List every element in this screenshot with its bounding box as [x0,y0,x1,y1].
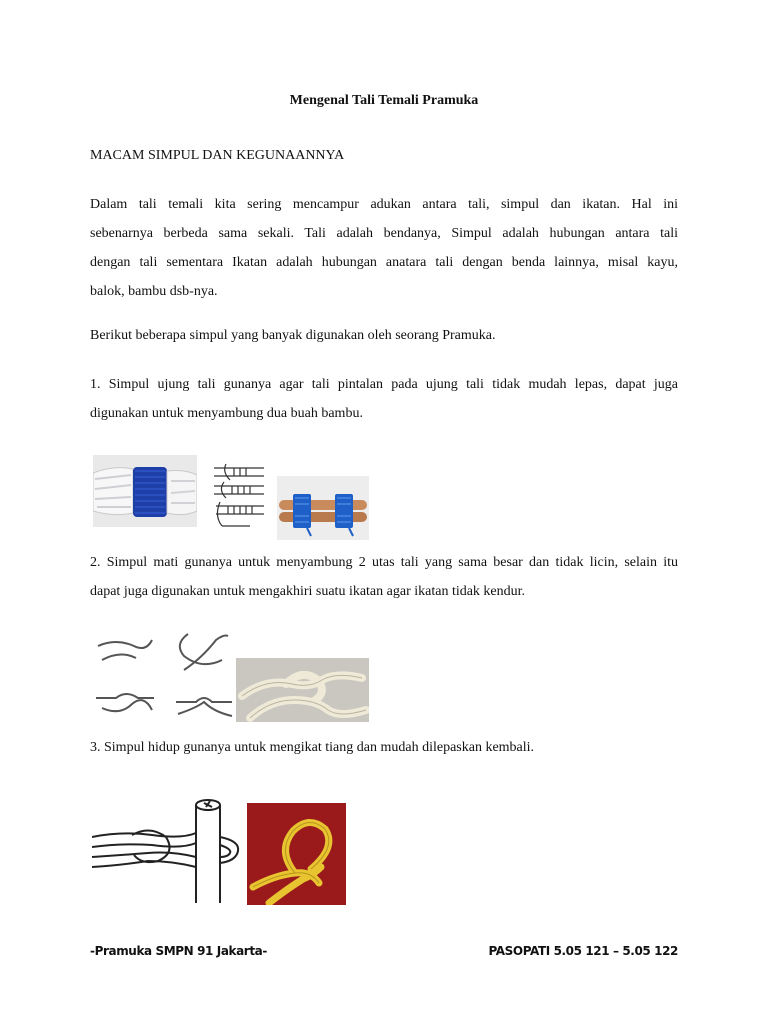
lead-in-line: Berikut beberapa simpul yang banyak digunakan oleh seorang Pramuka. [90,328,496,343]
section-heading: MACAM SIMPUL DAN KEGUNAANNYA [90,148,345,163]
intro-line: Dalam tali temali kita sering mencampur adukan antara tali, simpul dan ikatan. Hal ini [90,197,678,212]
item-2-line: dapat juga digunakan untuk mengakhiri suatu ikatan agar ikatan tidak kendur. [90,584,526,599]
intro-line: dengan tali sementara Ikatan adalah hubungan anatara tali dengan benda lainnya, misal kayu, [90,255,678,270]
item-1-line: 1. Simpul ujung tali gunanya agar tali pintalan pada ujung tali tidak mudah lepas, dapat juga [90,377,678,392]
whipping-steps-drawing [210,460,268,532]
intro-line: sebenarnya berbeda sama sekali. Tali adalah bendanya, Simpul adalah hubungan antara tali [90,226,678,241]
intro-paragraph [90,190,678,306]
whipped-rope-end-photo [93,455,197,527]
footer-right: PASOPATI 5.05 121 – 5.05 122 [488,944,678,958]
item-3-line: 3. Simpul hidup gunanya untuk mengikat tiang dan mudah dilepaskan kembali. [90,740,535,755]
item-2-paragraph [90,548,678,606]
item-3-paragraph [90,733,678,762]
reef-knot-photo [236,658,369,722]
item-1-paragraph [90,370,678,428]
yellow-loop-knot-photo [247,803,346,905]
hitch-on-pole-drawing [92,795,242,913]
footer-left: -Pramuka SMPN 91 Jakarta- [90,944,267,958]
intro-line: balok, bambu dsb-nya. [90,284,218,299]
lead-in-paragraph [90,321,678,350]
lashed-bamboo-photo [277,476,369,540]
reef-knot-steps-drawing [92,630,236,722]
item-2-line: 2. Simpul mati gunanya untuk menyambung 2 utas tali yang sama besar dan tidak licin, selain itu [90,555,678,570]
document-title: Mengenal Tali Temali Pramuka [289,93,479,108]
item-1-line: digunakan untuk menyambung dua buah bambu. [90,406,363,421]
